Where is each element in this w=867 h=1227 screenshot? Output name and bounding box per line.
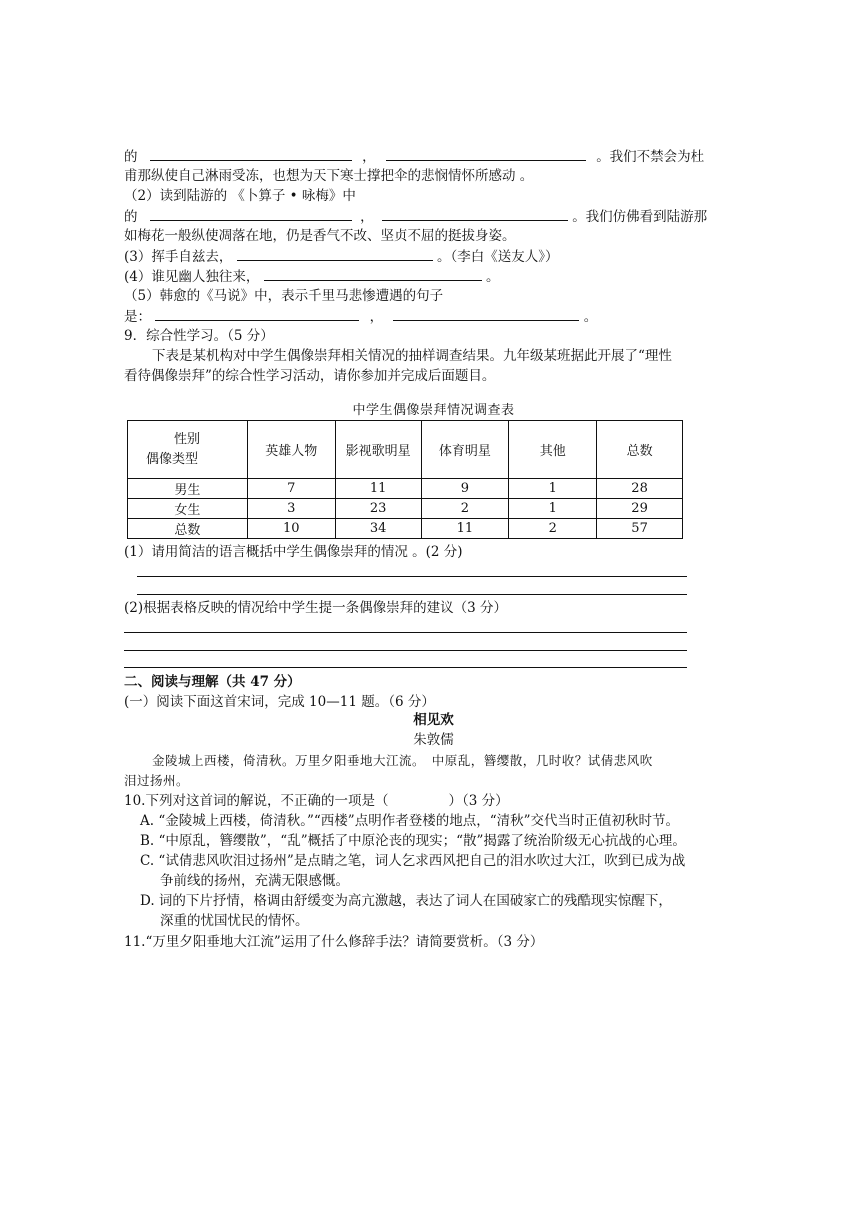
answer-line[interactable] xyxy=(124,650,687,651)
text: ， xyxy=(360,209,374,225)
q9-sub-2: (2)根据表格反映的情况给中学生提一条偶像崇拜的建议（3 分） xyxy=(124,600,508,616)
q11-stem: 11.“万里夕阳垂地大江流”运用了什么修辞手法？请简要赏析。（3 分） xyxy=(124,934,544,950)
poem-line-1: 金陵城上西楼，倚清秋。万里夕阳垂地大江流。 中原乱，簪缨散，几时收？试倩悲风吹 xyxy=(152,753,653,768)
text: 。（李白《送友人》） xyxy=(436,249,559,265)
q10-option-d: D. 词的下片抒情，格调由舒缓变为高亢激越，表达了词人在国破家亡的残酷现实惊醒下， xyxy=(140,893,672,909)
q9-intro-2: 看待偶像崇拜”的综合性学习活动，请你参加并完成后面题目。 xyxy=(124,368,496,384)
table-title: 中学生偶像崇拜情况调查表 xyxy=(352,403,515,418)
table-cell: 1 xyxy=(509,479,597,499)
fill-blank[interactable] xyxy=(393,306,579,321)
table-cell: 11 xyxy=(335,479,421,499)
fill-blank[interactable] xyxy=(150,146,352,161)
corner-bottom: 偶像类型 xyxy=(146,451,199,467)
fill-blank[interactable] xyxy=(382,206,568,221)
q10-option-a: A. “金陵城上西楼，倚清秋。”“西楼”点明作者登楼的地点，“清秋”交代当时正值初秋时节。 xyxy=(140,813,679,829)
column-header: 体育明星 xyxy=(421,421,509,479)
table-cell: 11 xyxy=(421,519,509,539)
corner-top: 性别 xyxy=(174,431,201,447)
q8-line-8: （5）韩愈的《马说》中，表示千里马悲惨遭遇的句子 xyxy=(124,288,444,304)
text: (4）谁见幽人独往来， xyxy=(124,269,260,285)
q10-option-d-cont: 深重的忧国忧民的情怀。 xyxy=(160,913,309,929)
text: 。 xyxy=(485,269,500,285)
answer-line[interactable] xyxy=(137,594,687,595)
text: 。 xyxy=(583,309,598,325)
table-cell: 2 xyxy=(421,499,509,519)
table-cell: 34 xyxy=(335,519,421,539)
table-cell: 10 xyxy=(247,519,335,539)
text: 是： xyxy=(124,309,151,325)
table-cell: 29 xyxy=(597,499,683,519)
q10-stem xyxy=(124,791,509,811)
text: 的 xyxy=(124,149,138,165)
table-cell: 7 xyxy=(247,479,335,499)
q8-line-1 xyxy=(124,146,704,167)
survey-table xyxy=(127,420,683,539)
answer-line[interactable] xyxy=(124,667,687,668)
table-row xyxy=(128,519,683,539)
table-cell: 57 xyxy=(597,519,683,539)
text: 10.下列对这首词的解说，不正确的一项是（ xyxy=(124,793,389,809)
q8-line-7 xyxy=(124,266,499,287)
text: ）（3 分） xyxy=(448,793,509,809)
row-label: 男生 xyxy=(128,479,248,499)
q10-option-c-cont: 争前线的扬州，充满无限感慨。 xyxy=(160,873,349,889)
table-cell: 2 xyxy=(509,519,597,539)
table-row xyxy=(128,479,683,499)
q10-option-c: C. “试倩悲风吹泪过扬州”是点睛之笔，词人乞求西风把自己的泪水吹过大江，吹到已成为战 xyxy=(140,853,686,869)
row-label: 总数 xyxy=(128,519,248,539)
table-corner-cell xyxy=(128,421,248,479)
q8-line-9 xyxy=(124,306,597,327)
fill-blank[interactable] xyxy=(386,146,586,161)
q8-line-6 xyxy=(124,246,558,267)
text: ， xyxy=(369,309,384,325)
q9-title: 9．综合性学习。（5 分） xyxy=(124,328,274,344)
column-header: 影视歌明星 xyxy=(335,421,421,479)
column-header: 其他 xyxy=(509,421,597,479)
text: ， xyxy=(362,149,376,165)
table-cell: 3 xyxy=(247,499,335,519)
row-label: 女生 xyxy=(128,499,248,519)
table-row xyxy=(128,499,683,519)
table-cell: 9 xyxy=(421,479,509,499)
fill-blank[interactable] xyxy=(150,206,352,221)
table-cell: 23 xyxy=(335,499,421,519)
column-header: 英雄人物 xyxy=(247,421,335,479)
answer-line[interactable] xyxy=(137,576,687,577)
fill-blank[interactable] xyxy=(237,246,433,261)
q8-line-4 xyxy=(124,206,707,227)
q8-line-5: 如梅花一般纵使凋落在地，仍是香气不改、坚贞不屈的挺拔身姿。 xyxy=(124,228,516,244)
q10-option-b: B. “中原乱，簪缨散”，“乱”概括了中原沦丧的现实；“散”揭露了统治阶级无心抗战的心理。 xyxy=(140,833,686,849)
q8-line-2: 甫那纵使自己淋雨受冻，也想为天下寒士撑把伞的悲悯情怀所感动 。 xyxy=(124,168,534,184)
fill-blank[interactable] xyxy=(264,266,482,281)
q8-line-3: （2）读到陆游的 《卜算子 • 咏梅》中 xyxy=(124,188,356,204)
fill-blank[interactable] xyxy=(155,306,359,321)
table-header-row xyxy=(128,421,683,479)
answer-line[interactable] xyxy=(124,632,687,633)
q9-intro-1: 下表是某机构对中学生偶像崇拜相关情况的抽样调查结果。九年级某班据此开展了“理性 xyxy=(152,348,672,364)
part-instruction: (一）阅读下面这首宋词，完成 10—11 题。（6 分） xyxy=(124,694,435,710)
poem-author: 朱敦儒 xyxy=(413,732,454,748)
text: 。我们仿佛看到陆游那 xyxy=(572,209,708,225)
text: 。我们不禁会为杜 xyxy=(596,149,705,165)
table-cell: 28 xyxy=(597,479,683,499)
text: 的 xyxy=(124,209,138,225)
poem-line-2: 泪过扬州。 xyxy=(124,773,190,788)
table-cell: 1 xyxy=(509,499,597,519)
text: (3）挥手自兹去， xyxy=(124,249,233,265)
poem-title: 相见欢 xyxy=(413,712,454,728)
column-header: 总数 xyxy=(597,421,683,479)
section-heading: 二、阅读与理解（共 47 分） xyxy=(124,674,301,690)
q9-sub-1: (1）请用简洁的语言概括中学生偶像崇拜的情况 。(2 分) xyxy=(124,544,463,560)
